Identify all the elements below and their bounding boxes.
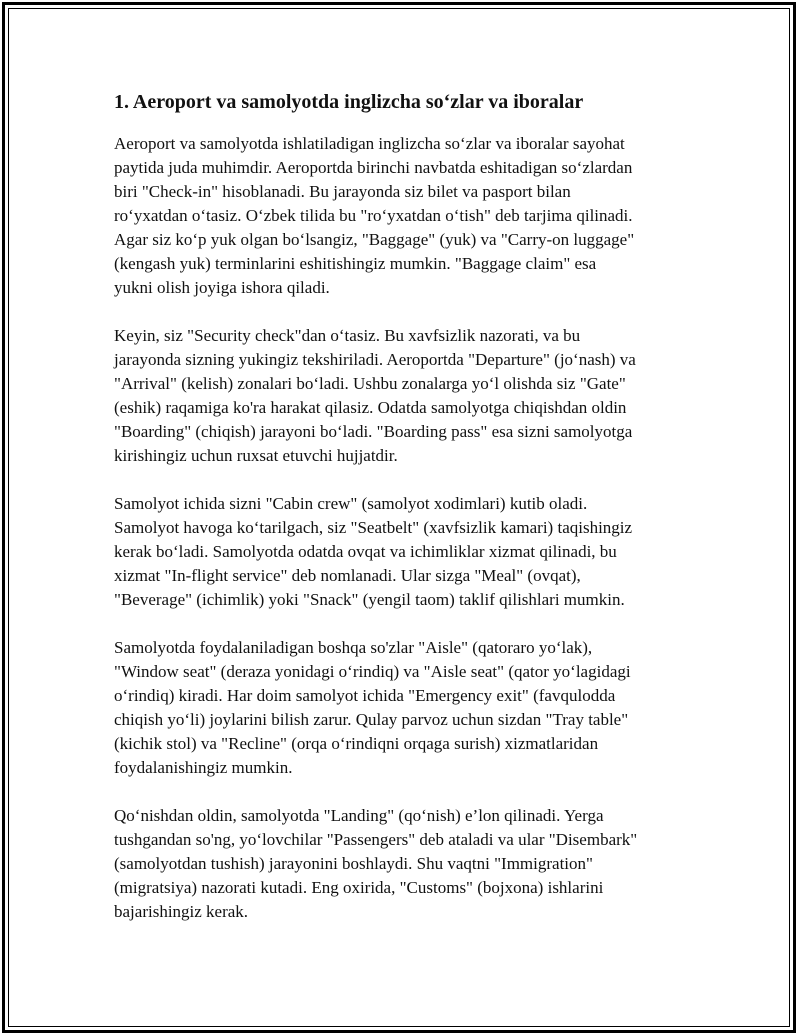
paragraph-landing — [114, 804, 694, 924]
text-line: (kengash yuk) terminlarini eshitishingiz mumkin. "Baggage claim" esa — [114, 254, 597, 273]
text-line: Samolyot ichida sizni "Cabin crew" (samolyot xodimlari) kutib oladi. — [114, 494, 588, 513]
text-line: jarayonda sizning yukingiz tekshiriladi. Aeroportda "Departure" (jo‘nash) va — [114, 350, 636, 369]
text-line: paytida juda muhimdir. Aeroportda birinchi navbatda eshitadigan so‘zlardan — [114, 158, 633, 177]
text-line: "Beverage" (ichimlik) yoki "Snack" (yengil taom) taklif qilishlari mumkin. — [114, 590, 625, 609]
text-line: bajarishingiz kerak. — [114, 902, 249, 921]
document-body — [114, 88, 694, 948]
text-line: Samolyotda foydalaniladigan boshqa so'zlar "Aisle" (qatoraro yo‘lak), — [114, 638, 593, 657]
text-line: Aeroport va samolyotda ishlatiladigan inglizcha so‘zlar va iboralar sayohat — [114, 134, 625, 153]
text-line: kerak bo‘ladi. Samolyotda odatda ovqat va ichimliklar xizmat qilinadi, bu — [114, 542, 617, 561]
paragraph-check-in — [114, 132, 694, 300]
text-line: yukni olish joyiga ishora qiladi. — [114, 278, 330, 297]
text-line: o‘rindiq) kiradi. Har doim samolyot ichida "Emergency exit" (favqulodda — [114, 686, 616, 705]
text-line: "Window seat" (deraza yonidagi o‘rindiq) va "Aisle seat" (qator yo‘lagidagi — [114, 662, 631, 681]
text-line: (kichik stol) va "Recline" (orqa o‘rindiqni orqaga surish) xizmatlaridan — [114, 734, 599, 753]
text-line: (samolyotdan tushish) jarayonini boshlaydi. Shu vaqtni "Immigration" — [114, 854, 593, 873]
text-line: xizmat "In-flight service" deb nomlanadi. Ular sizga "Meal" (ovqat), — [114, 566, 581, 585]
paragraph-seats — [114, 636, 694, 780]
text-line: Samolyot havoga ko‘tarilgach, siz "Seatbelt" (xavfsizlik kamari) taqishingiz — [114, 518, 633, 537]
text-line: "Arrival" (kelish) zonalari bo‘ladi. Ushbu zonalarga yo‘l olishda siz "Gate" — [114, 374, 626, 393]
text-line: ro‘yxatdan o‘tasiz. O‘zbek tilida bu "ro‘yxatdan o‘tish" deb tarjima qilinadi. — [114, 206, 633, 225]
text-line: (eshik) raqamiga ko'ra harakat qilasiz. Odatda samolyotga chiqishdan oldin — [114, 398, 627, 417]
text-line: foydalanishingiz mumkin. — [114, 758, 293, 777]
text-line: chiqish yo‘li) joylarini bilish zarur. Qulay parvoz uchun sizdan "Tray table" — [114, 710, 629, 729]
text-line: Agar siz ko‘p yuk olgan bo‘lsangiz, "Baggage" (yuk) va "Carry-on luggage" — [114, 230, 635, 249]
paragraph-security — [114, 324, 694, 468]
text-line: kirishingiz uchun ruxsat etuvchi hujjatdir. — [114, 446, 398, 465]
paragraph-cabin — [114, 492, 694, 612]
text-line: Qo‘nishdan oldin, samolyotda "Landing" (qo‘nish) e’lon qilinadi. Yerga — [114, 806, 604, 825]
document-title: 1. Aeroport va samolyotda inglizcha so‘zlar va iboralar — [114, 91, 584, 113]
text-line: (migratsiya) nazorati kutadi. Eng oxirida, "Customs" (bojxona) ishlarini — [114, 878, 604, 897]
text-line: biri "Check-in" hisoblanadi. Bu jarayonda siz bilet va pasport bilan — [114, 182, 571, 201]
text-line: "Boarding" (chiqish) jarayoni bo‘ladi. "Boarding pass" esa sizni samolyotga — [114, 422, 633, 441]
text-line: Keyin, siz "Security check"dan o‘tasiz. Bu xavfsizlik nazorati, va bu — [114, 326, 581, 345]
text-line: tushgandan so'ng, yo‘lovchilar "Passengers" deb ataladi va ular "Disembark" — [114, 830, 638, 849]
